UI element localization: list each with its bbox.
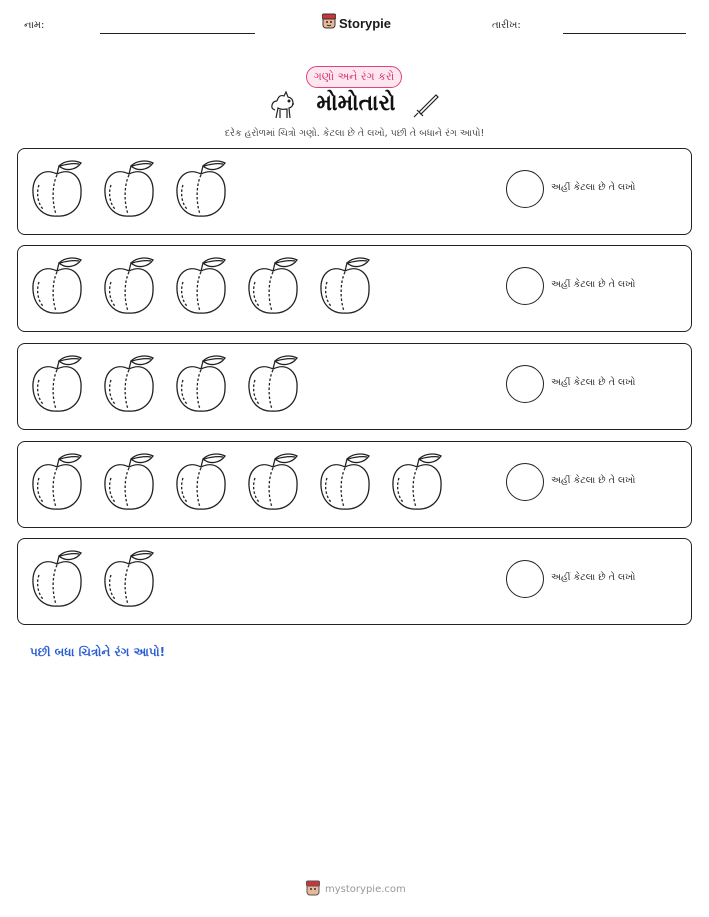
peach-icon[interactable]: [317, 452, 373, 512]
site-footer: [306, 880, 406, 899]
answer-circle[interactable]: [506, 170, 544, 208]
peach-icon[interactable]: [29, 256, 85, 316]
peach-icon[interactable]: [173, 159, 229, 219]
count-row: [17, 148, 692, 235]
fruit-group: [29, 354, 301, 414]
answer-label: અહીં કેટલા છે તે લખો: [551, 279, 636, 290]
peach-icon[interactable]: [29, 159, 85, 219]
brand-logo: [322, 13, 391, 33]
answer-circle[interactable]: [506, 560, 544, 598]
answer-label: અહીં કેટલા છે તે લખો: [551, 377, 636, 388]
count-row: [17, 441, 692, 528]
count-row: [17, 245, 692, 332]
answer-circle[interactable]: [506, 365, 544, 403]
peach-icon[interactable]: [29, 452, 85, 512]
answer-label: અહીં કેટલા છે તે લખો: [551, 572, 636, 583]
peach-icon[interactable]: [29, 549, 85, 609]
peach-icon[interactable]: [101, 549, 157, 609]
sword-icon: [411, 92, 439, 124]
name-label: નામ:: [24, 20, 45, 31]
peach-icon[interactable]: [29, 354, 85, 414]
count-row: [17, 538, 692, 625]
peach-icon[interactable]: [101, 256, 157, 316]
date-label: તારીખ:: [492, 20, 521, 31]
activity-badge: ગણો અને રંગ કરો: [306, 66, 402, 88]
fruit-group: [29, 549, 157, 609]
peach-icon[interactable]: [101, 452, 157, 512]
answer-label: અહીં કેટલા છે તે લખો: [551, 475, 636, 486]
peach-icon[interactable]: [245, 452, 301, 512]
brand-name: Storypie: [339, 15, 392, 31]
dog-icon: [267, 89, 301, 125]
answer-circle[interactable]: [506, 267, 544, 305]
site-url[interactable]: mystorypie.com: [325, 884, 406, 895]
storypie-logo-icon: [322, 13, 336, 33]
peach-icon[interactable]: [245, 256, 301, 316]
fruit-group: [29, 159, 229, 219]
count-row: [17, 343, 692, 430]
fruit-group: [29, 256, 373, 316]
peach-icon[interactable]: [173, 256, 229, 316]
footer-note: પછી બધા ચિત્રોને રંગ આપો!: [30, 645, 166, 659]
peach-icon[interactable]: [245, 354, 301, 414]
answer-label: અહીં કેટલા છે તે લખો: [551, 182, 636, 193]
page-title: મોમોતારો: [316, 90, 396, 116]
fruit-group: [29, 452, 445, 512]
peach-icon[interactable]: [317, 256, 373, 316]
name-line[interactable]: [100, 33, 255, 34]
answer-circle[interactable]: [506, 463, 544, 501]
peach-icon[interactable]: [173, 452, 229, 512]
peach-icon[interactable]: [101, 159, 157, 219]
instructions: દરેક હરોળમાં ચિત્રો ગણો. કેટલા છે તે લખો, પછી તે બધાને રંગ આપો!: [224, 128, 485, 139]
peach-icon[interactable]: [101, 354, 157, 414]
date-line[interactable]: [563, 33, 686, 34]
peach-icon[interactable]: [389, 452, 445, 512]
storypie-logo-icon: [306, 880, 320, 899]
peach-icon[interactable]: [173, 354, 229, 414]
